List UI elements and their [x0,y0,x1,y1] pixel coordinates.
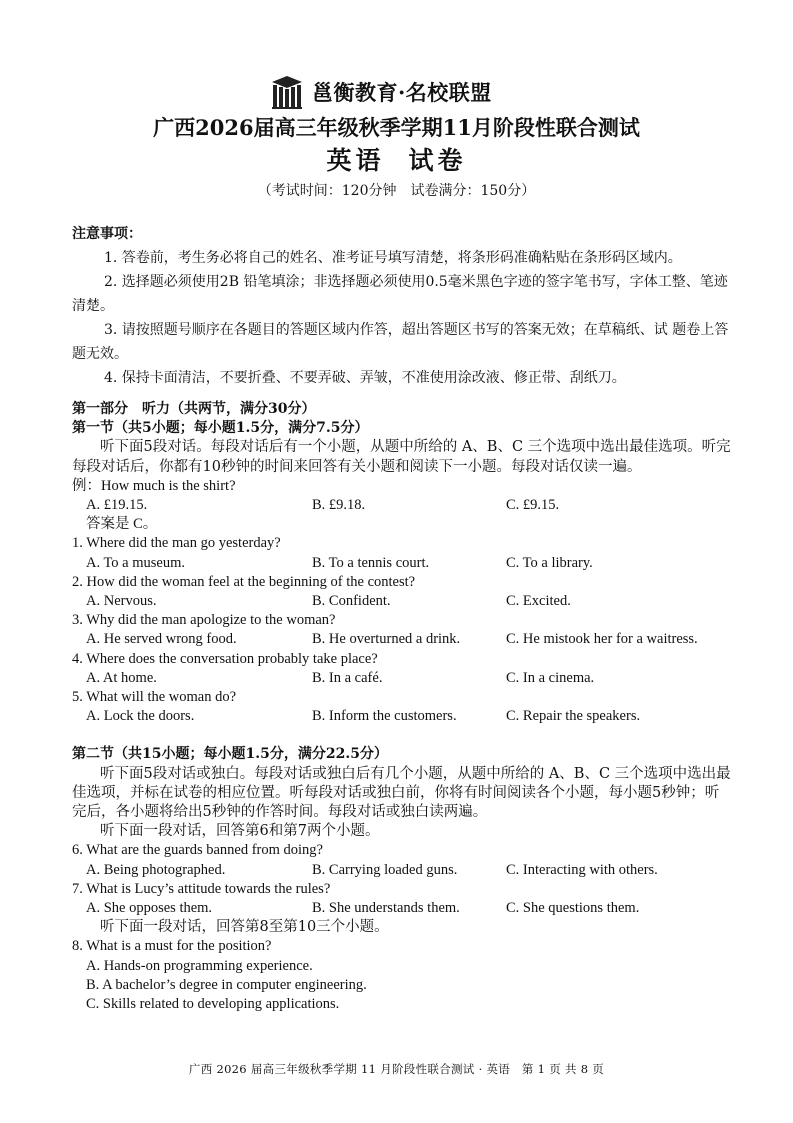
books-logo-icon [270,74,304,110]
question-5-options [72,707,732,726]
brand-name: 邕衡教育·名校联盟 [312,80,492,105]
question-6-options [72,861,732,880]
question-4-options [72,669,732,688]
question-2-options [72,592,732,611]
option-a: A. Lock the doors. [86,708,195,725]
option-c: C. Excited. [506,593,571,610]
dialogue-lead-1: 听下面一段对话，回答第6和第7两个小题。 [100,823,380,840]
question-8: 8. What is a must for the position? [72,938,272,955]
note-item: 4. 保持卡面清洁，不要折叠、不要弄破、弄皱，不准使用涂改液、修正带、刮纸刀。 [104,370,626,386]
question-1: 1. Where did the man go yesterday? [72,535,281,552]
brand-header [270,72,530,112]
option-a: A. Nervous. [86,593,157,610]
option-c: C. £9.15. [506,497,560,514]
option-a: A. At home. [86,669,157,686]
option-c: C. To a library. [506,554,593,571]
section2-instructions: 听下面5段对话或独白。每段对话或独白后有几个小题，从题中所给的 A、B、C 三个选项中选出最佳选项，并标在试卷的相应位置。听每段对话或独白前，你将有时间阅读各个小题，每小题5秒钟；听完后，各小题将给出5秒钟的作答时间。每段对话或独白读两遍。 [72,765,731,821]
question-4: 4. Where does the conversation probably take place? [72,650,378,667]
notes-section [72,222,732,390]
question-6: 6. What are the guards banned from doing? [72,842,323,859]
part-heading: 第一部分 听力（共两节，满分30分） [72,401,316,417]
question-3-options [72,630,732,649]
question-1-options [72,554,732,573]
question-3: 3. Why did the man apologize to the woman? [72,612,336,629]
option-a: A. He served wrong food. [86,631,237,648]
option-b: B. A bachelor’s degree in computer engineering. [86,976,367,993]
section1-instructions: 听下面5段对话。每段对话后有一个小题，从题中所给的 A、B、C 三个选项中选出最佳选项。听完每段对话后，你都有10秒钟的时间来回答有关小题和阅读下一小题。每段对话仅读一遍。 [72,439,731,475]
option-a: A. Hands-on programming experience. [86,957,313,974]
exam-time-info: （考试时间：120分钟 试卷满分：150分） [257,183,536,199]
option-c: C. In a cinema. [506,669,595,686]
option-a: A. To a museum. [86,554,186,571]
dialogue-lead-2: 听下面一段对话，回答第8至第10三个小题。 [100,919,389,936]
option-b: B. Carrying loaded guns. [312,861,458,878]
exam-title: 广西2026届高三年级秋季学期11月阶段性联合测试 [153,115,640,140]
option-b: B. To a tennis court. [312,554,430,571]
question-7-options [72,899,732,918]
question-5: 5. What will the woman do? [72,689,237,706]
note-item: 1. 答卷前，考生务必将自己的姓名、准考证号填写清楚，将条形码准确粘贴在条形码区域内。 [104,250,682,266]
option-a: A. She opposes them. [86,900,213,917]
example-question: 例：How much is the shirt? [72,477,236,494]
option-a: A. Being photographed. [86,861,226,878]
option-c: C. Interacting with others. [506,861,658,878]
subject-title [0,141,793,177]
note-item: 3. 请按照题号顺序在各题目的答题区域内作答，超出答题区书写的答案无效；在草稿纸、试 题卷上答题无效。 [72,322,729,362]
option-b: B. He overturned a drink. [312,631,461,648]
option-b: B. £9.18. [312,497,366,514]
note-item: 2. 选择题必须使用2B 铅笔填涂；非选择题必须使用0.5毫米黑色字迹的签字笔书写，字体工整、笔迹清楚。 [72,274,728,314]
example-options [72,496,732,515]
option-b: B. Confident. [312,593,391,610]
section1-heading: 第一节（共5小题；每小题1.5分，满分7.5分） [72,420,369,437]
paper-label: 试卷 [408,146,467,175]
page-footer: 广西 2026 届高三年级秋季学期 11 月阶段性联合测试 · 英语 第 1 页 共 8 页 [188,1062,605,1076]
option-c: C. Repair the speakers. [506,708,641,725]
subject-name: 英语 [326,146,385,175]
question-7: 7. What is Lucy’s attitude towards the rules? [72,880,331,897]
question-2: 2. How did the woman feel at the beginning of the contest? [72,573,416,590]
option-c: C. Skills related to developing applications. [86,996,340,1013]
option-b: B. In a café. [312,669,383,686]
option-b: B. She understands them. [312,900,460,917]
option-b: B. Inform the customers. [312,708,457,725]
option-c: C. He mistook her for a waitress. [506,631,698,648]
listening-part [72,400,732,1014]
notes-heading: 注意事项： [72,226,142,242]
option-a: A. £19.15. [86,497,148,514]
example-answer: 答案是 C。 [86,516,158,533]
section2-heading: 第二节（共15小题；每小题1.5分，满分22.5分） [72,746,388,763]
option-c: C. She questions them. [506,900,640,917]
